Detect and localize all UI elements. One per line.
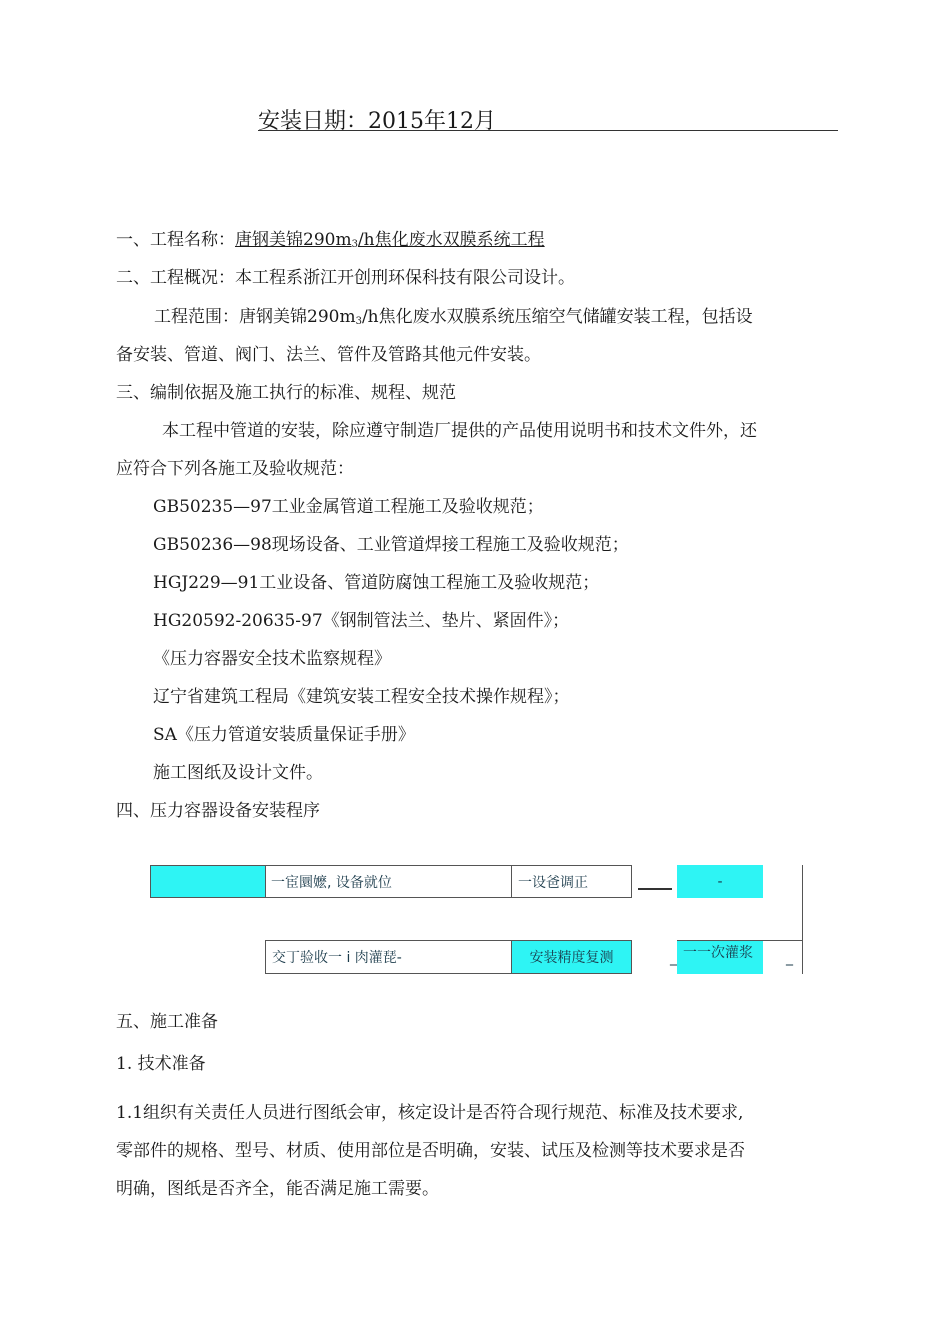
flow-step-recheck [511,940,632,974]
section-3-heading: 三、编制依据及施工执行的标准、规程、规范 [116,383,456,403]
flow-step-adjust-label: 一设爸调正 [518,874,588,891]
flow-step-dash [677,865,763,898]
standard-item: SA《压力管道安装质量保证手册》 [153,725,415,745]
flow-step-grout-label: 一一次灌浆 [683,945,753,961]
flow-step-accept [265,940,512,974]
flow-step-accept-label: 交丁验收一 i 肉灌琵- [272,950,402,966]
date-underline [258,130,838,131]
project-name-sub: 3 [351,239,358,250]
flow-step-dash-label: - [717,873,723,890]
flow-connector [638,888,672,890]
flow-connector-vertical [802,865,803,947]
scope-part-b: /h焦化废水双膜系统压缩空气储罐安装工程，包括设 [361,307,753,327]
section-5-1-1: 1.1组织有关责任人员进行图纸会审，核定设计是否符合现行规范、标准及技术要求, [116,1103,744,1123]
flow-start-box [150,865,266,898]
project-name-part-b: /h焦化废水双膜系统工程 [357,230,545,250]
section-5-heading: 五、施工准备 [116,1012,218,1032]
standard-item: GB50236—98现场设备、工业管道焊接工程施工及验收规范； [153,535,629,555]
flow-connector-vertical [802,941,803,974]
standard-item: 《压力容器安全技术监察规程》 [153,649,391,669]
flow-step-position-label: 一宦圜嬷, 设备就位 [271,874,392,891]
flow-step-adjust [511,865,632,898]
standard-item: HG20592-20635-97《钢制管法兰、垫片、紧固件》； [153,611,570,631]
section-3-intro: 本工程中管道的安装，除应遵守制造厂提供的产品使用说明书和技术文件外，还 [162,421,757,441]
flow-mark-right: _ [786,950,793,966]
flow-connector-top [677,940,802,941]
standard-item: GB50235—97工业金属管道工程施工及验收规范； [153,497,544,517]
standard-item: 辽宁省建筑工程局《建筑安装工程安全技术操作规程》； [153,687,570,707]
section-3-intro-cont: 应符合下列各施工及验收规范： [116,459,354,479]
flow-step-grout [677,940,763,974]
standard-item: 施工图纸及设计文件。 [153,763,323,783]
flow-step-recheck-label: 安装精度复测 [529,950,614,966]
flow-mark-left: _ [670,950,677,966]
section-2-scope [154,305,753,332]
section-2-scope-cont: 备安装、管道、阀门、法兰、管件及管路其他元件安装。 [116,345,541,365]
section-5-1-1-cont: 明确，图纸是否齐全，能否满足施工需要。 [116,1179,439,1199]
standard-item: HGJ229—91工业设备、管道防腐蚀工程施工及验收规范； [153,573,600,593]
section-1 [116,228,545,255]
flow-step-position [265,865,512,898]
section-2: 二、工程概况：本工程系浙江开创刑环保科技有限公司设计。 [116,268,575,288]
section-4-heading: 四、压力容器设备安装程序 [116,801,320,821]
section-1-label: 一、工程名称： [116,230,235,250]
project-name [235,230,545,250]
section-5-1-heading: 1. 技术准备 [116,1054,206,1074]
project-name-part-a: 唐钢美锦290m [235,230,352,250]
scope-part-a: 工程范围：唐钢美锦290m [154,307,356,327]
section-5-1-1-cont: 零部件的规格、型号、材质、使用部位是否明确，安装、试压及检测等技术要求是否 [116,1141,745,1161]
install-date: 安装日期：2015年12月 [258,109,496,134]
scope-sub: 3 [355,316,362,327]
